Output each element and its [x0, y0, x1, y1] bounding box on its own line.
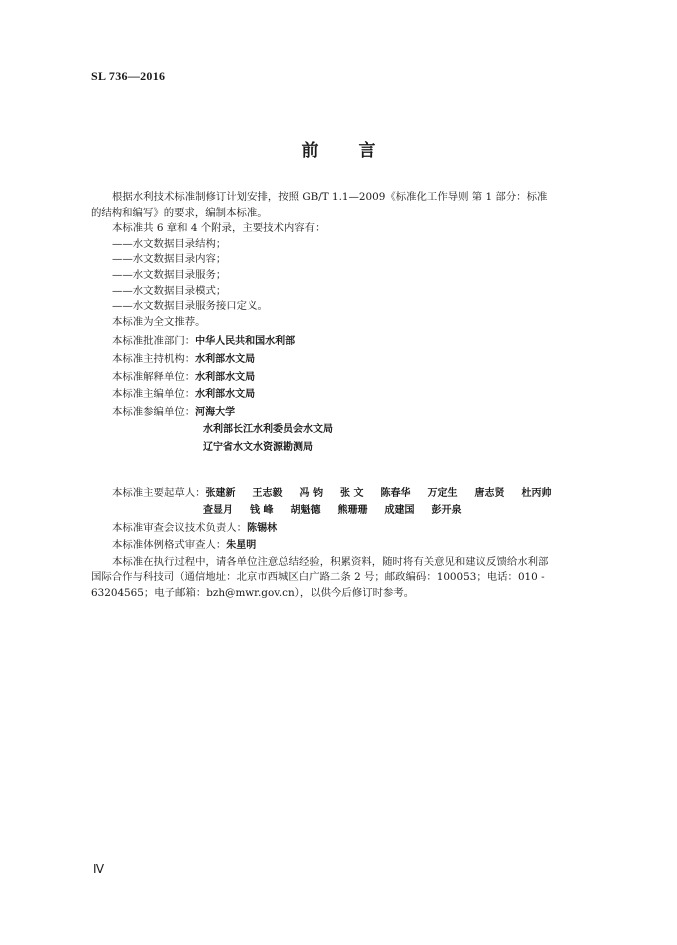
- host-row: [91, 351, 610, 369]
- content-item: ——水文数据目录模式；: [112, 284, 227, 297]
- host-value: 水利部水文局: [195, 353, 256, 365]
- drafter-name: 胡魁德: [290, 505, 321, 517]
- drafter-name: 张 文: [340, 487, 364, 499]
- interpreter-value: 水利部水文局: [195, 371, 256, 383]
- body-text: [91, 190, 610, 602]
- drafters-label: 本标准主要起草人：: [112, 486, 206, 499]
- closing-line-2: 国际合作与科技司（通信地址：北京市西城区白广路二条 2 号；邮政编码：100053；电话：010 -: [91, 571, 545, 584]
- participants-row-cont: [91, 439, 610, 457]
- participants-row: [91, 404, 610, 422]
- page-number: Ⅳ: [93, 862, 105, 876]
- host-label: 本标准主持机构：: [112, 352, 196, 365]
- content-item: ——水文数据目录结构；: [112, 237, 227, 250]
- interpreter-label: 本标准解释单位：: [112, 370, 196, 383]
- organizations: [91, 333, 610, 456]
- participant-value: 河海大学: [195, 406, 236, 418]
- drafter-names: [203, 502, 478, 520]
- editor-row: [91, 386, 610, 404]
- drafter-name: 彭开泉: [431, 505, 462, 517]
- drafter-name: 陈春华: [380, 487, 411, 499]
- participant-value: 辽宁省水文水资源勘测局: [203, 441, 313, 453]
- drafters-row-1: [91, 485, 610, 503]
- drafter-name: 杜丙帅: [521, 487, 552, 499]
- format-review-row: [91, 537, 610, 555]
- tech-review-label: 本标准审查会议技术负责人：: [112, 521, 248, 534]
- approver-row: [91, 333, 610, 351]
- interpreter-row: [91, 369, 610, 387]
- drafter-name: 查显月: [203, 505, 233, 517]
- recommend-text: 本标准为全文推荐。: [112, 315, 206, 328]
- editor-value: 水利部水文局: [195, 389, 256, 401]
- content-item: ——水文数据目录服务接口定义。: [112, 300, 268, 313]
- drafter-name: 钱 峰: [250, 505, 274, 517]
- editor-label: 本标准主编单位：: [112, 388, 196, 401]
- format-review-label: 本标准体例格式审查人：: [112, 539, 227, 552]
- drafters-row-2: [91, 502, 610, 520]
- tech-review-row: [91, 520, 610, 538]
- standard-code: SL 736—2016: [91, 69, 166, 83]
- drafter-name: 冯 钧: [299, 487, 323, 499]
- participant-value: 水利部长江水利委员会水文局: [203, 424, 333, 436]
- approver-value: 中华人民共和国水利部: [195, 336, 296, 348]
- title-char-2: 言: [358, 141, 376, 161]
- drafter-name: 成建国: [384, 505, 415, 517]
- tech-review-value: 陈锡林: [247, 522, 278, 534]
- participants-row-cont: [91, 421, 610, 439]
- drafter-name: 万定生: [427, 487, 458, 499]
- drafter-name: 王志毅: [252, 487, 283, 499]
- closing-line-3: 63204565；电子邮箱：bzh@mwr.gov.cn），以供今后修订时参考。: [91, 587, 415, 600]
- title-char-1: 前: [301, 141, 319, 161]
- drafters: [91, 485, 610, 555]
- contents-intro: 本标准共 6 章和 4 个附录，主要技术内容有：: [112, 222, 326, 235]
- intro-line-2: 的结构和编写》的要求，编制本标准。: [91, 206, 268, 219]
- drafter-name: 张建新: [205, 487, 236, 499]
- content-item: ——水文数据目录内容；: [112, 253, 227, 266]
- format-review-value: 朱星明: [226, 540, 257, 552]
- drafter-name: 熊珊珊: [337, 505, 368, 517]
- participants-label: 本标准参编单位：: [112, 405, 196, 418]
- page-title: [0, 136, 677, 161]
- drafter-names: [206, 485, 569, 503]
- intro-line-1: 根据水利技术标准制修订计划安排，按照 GB/T 1.1—2009《标准化工作导则 第 1 部分：标准: [112, 191, 548, 203]
- drafter-name: 唐志贤: [474, 487, 505, 499]
- closing-line-1: 本标准在执行过程中，请各单位注意总结经验，积累资料，随时将有关意见和建议反馈给水利部: [112, 555, 549, 568]
- content-item: ——水文数据目录服务；: [112, 268, 227, 281]
- approver-label: 本标准批准部门：: [112, 335, 196, 348]
